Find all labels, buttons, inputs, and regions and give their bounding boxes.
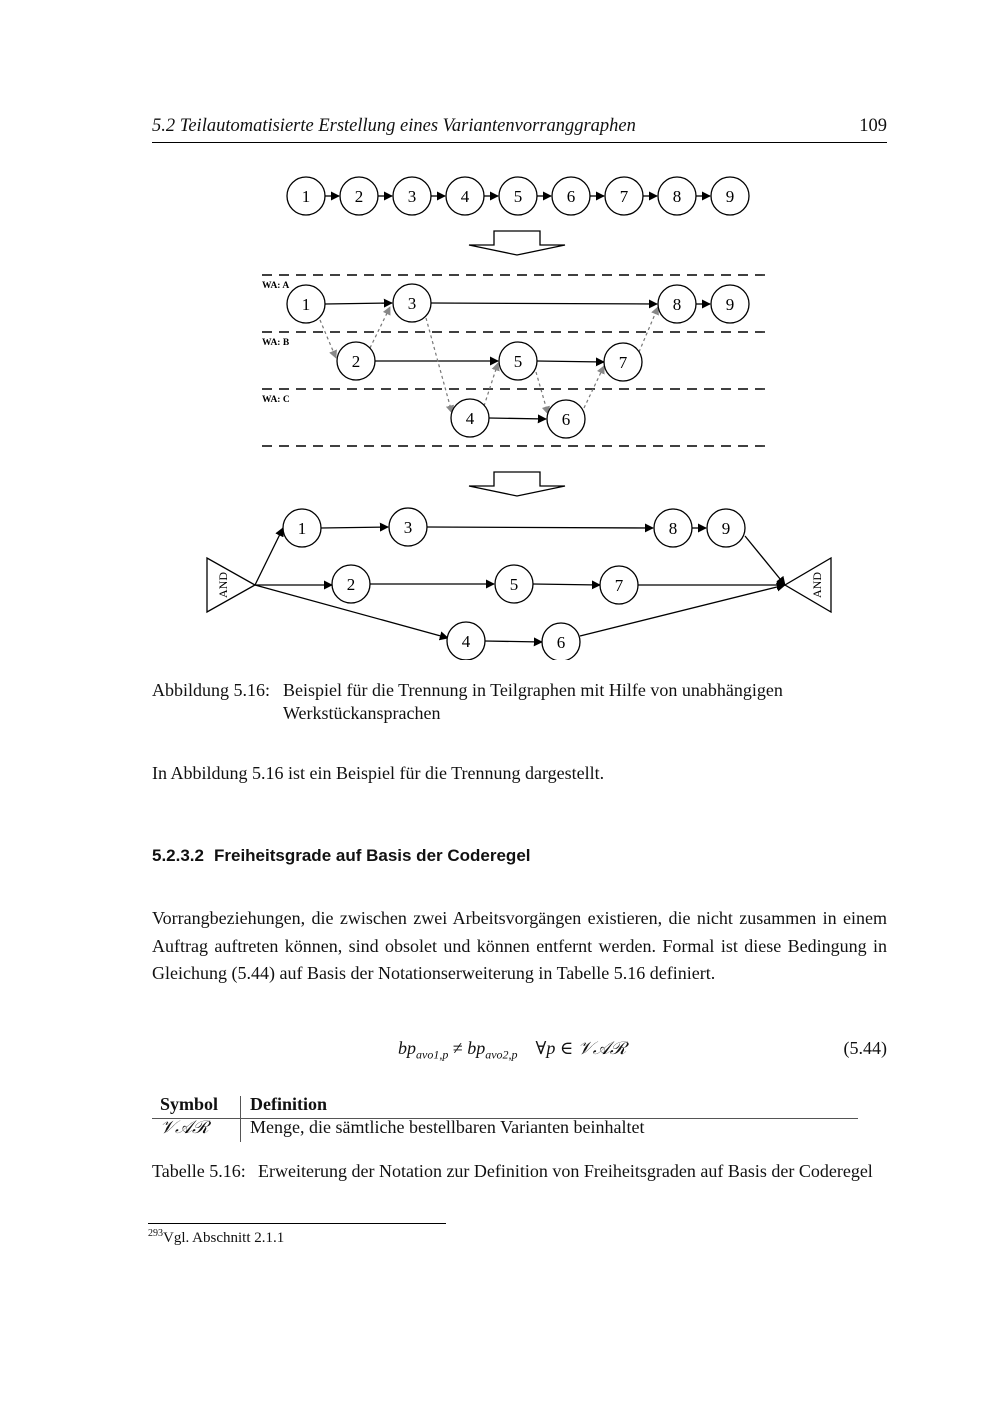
lane-label: WA: B [262,338,290,348]
node [711,177,749,215]
svg-text:4: 4 [460,187,470,206]
table-cell: 𝒱𝒜ℛ [160,1117,209,1137]
svg-text:1: 1 [301,295,311,314]
svg-text:7: 7 [614,576,624,595]
notation-table [152,1094,858,1140]
lane-label: WA: C [262,395,290,405]
paragraph: In Abbildung 5.16 ist ein Beispiel für die Trennung dargestellt. [152,763,605,783]
svg-text:2: 2 [354,187,364,206]
svg-text:7: 7 [618,353,628,372]
lane-label: WA: A [262,281,290,291]
and-join [785,558,831,612]
footnote-text: Vgl. Abschnitt 2.1.1 [163,1230,285,1246]
figure-caption-label: Abbildung 5.16: [152,680,271,700]
transform-arrow [469,231,565,255]
svg-text:8: 8 [672,187,682,206]
node [287,177,325,215]
paragraph: Vorrangbeziehungen, die zwischen zwei Arbeitsvorgängen existieren, die nicht zusammen in einem Auftrag auftreten können, sind obsolet und können entfernt werden. Formal ist diese Bedingung in Gleichung (5.44) auf Basis der Notationserweiterung in Tabelle 5.16 definiert. [152,908,887,983]
table-row [152,1117,858,1140]
lane-nodes [287,284,749,438]
svg-text:9: 9 [725,295,735,314]
section-title: Freiheitsgrade auf Basis der Coderegel [214,846,531,865]
svg-text:6: 6 [556,633,566,652]
sequence-row [287,177,749,215]
node [499,177,537,215]
node [393,177,431,215]
table-caption [152,1160,887,1183]
node [446,177,484,215]
header-rule [152,142,887,143]
node [605,177,643,215]
svg-text:2: 2 [346,575,356,594]
section-number: 5.2.3.2 [152,846,204,865]
svg-text:1: 1 [297,519,307,538]
svg-text:8: 8 [668,519,678,538]
svg-text:5: 5 [509,575,519,594]
equation-number: (5.44) [843,1038,887,1058]
svg-text:6: 6 [561,410,571,429]
table-header-row [152,1094,858,1117]
node [658,177,696,215]
svg-text:3: 3 [407,187,417,206]
svg-text:AND: AND [216,572,230,598]
svg-text:3: 3 [403,518,413,537]
svg-text:8: 8 [672,295,682,314]
svg-text:AND: AND [810,572,824,598]
svg-text:9: 9 [725,187,735,206]
and-split [207,558,255,612]
equation: $bp_{avo1,p} \ne bp_{avo2,p}$ ∀p ∈ 𝒱𝒜ℛ [398,1038,627,1062]
svg-text:2: 2 [351,352,361,371]
node [552,177,590,215]
svg-text:4: 4 [465,409,475,428]
running-header-title: 5.2 Teilautomatisierte Erstellung eines Variantenvorranggraphen [152,116,636,136]
figure-caption [152,679,887,725]
table-caption-text: Erweiterung der Notation zur Definition von Freiheitsgraden auf Basis der Coderegel [258,1161,873,1181]
svg-text:5: 5 [513,352,523,371]
svg-text:5: 5 [513,187,523,206]
svg-text:6: 6 [566,187,576,206]
figure-caption-text: Beispiel für die Trennung in Teilgraphen mit Hilfe von unabhängigen Werkstückansprachen [283,680,783,723]
table-header-cell: Symbol [160,1094,219,1114]
table-cell: Menge, die sämtliche bestellbaren Varianten beinhaltet [250,1117,645,1137]
footnote [148,1228,284,1247]
svg-text:1: 1 [301,187,311,206]
section-heading [152,846,531,866]
footnote-mark: 293 [148,1228,163,1239]
footnote-rule [148,1223,446,1224]
transform-arrow [469,472,565,496]
page-number: 109 [859,116,887,136]
svg-text:4: 4 [461,632,471,651]
figure-precedence-graph [0,160,1000,660]
svg-text:3: 3 [407,294,417,313]
svg-text:9: 9 [721,519,731,538]
svg-text:7: 7 [619,187,629,206]
node [340,177,378,215]
table-caption-label: Tabelle 5.16: [152,1161,246,1181]
table-header-cell: Definition [250,1094,328,1114]
final-graph-nodes [283,508,745,660]
